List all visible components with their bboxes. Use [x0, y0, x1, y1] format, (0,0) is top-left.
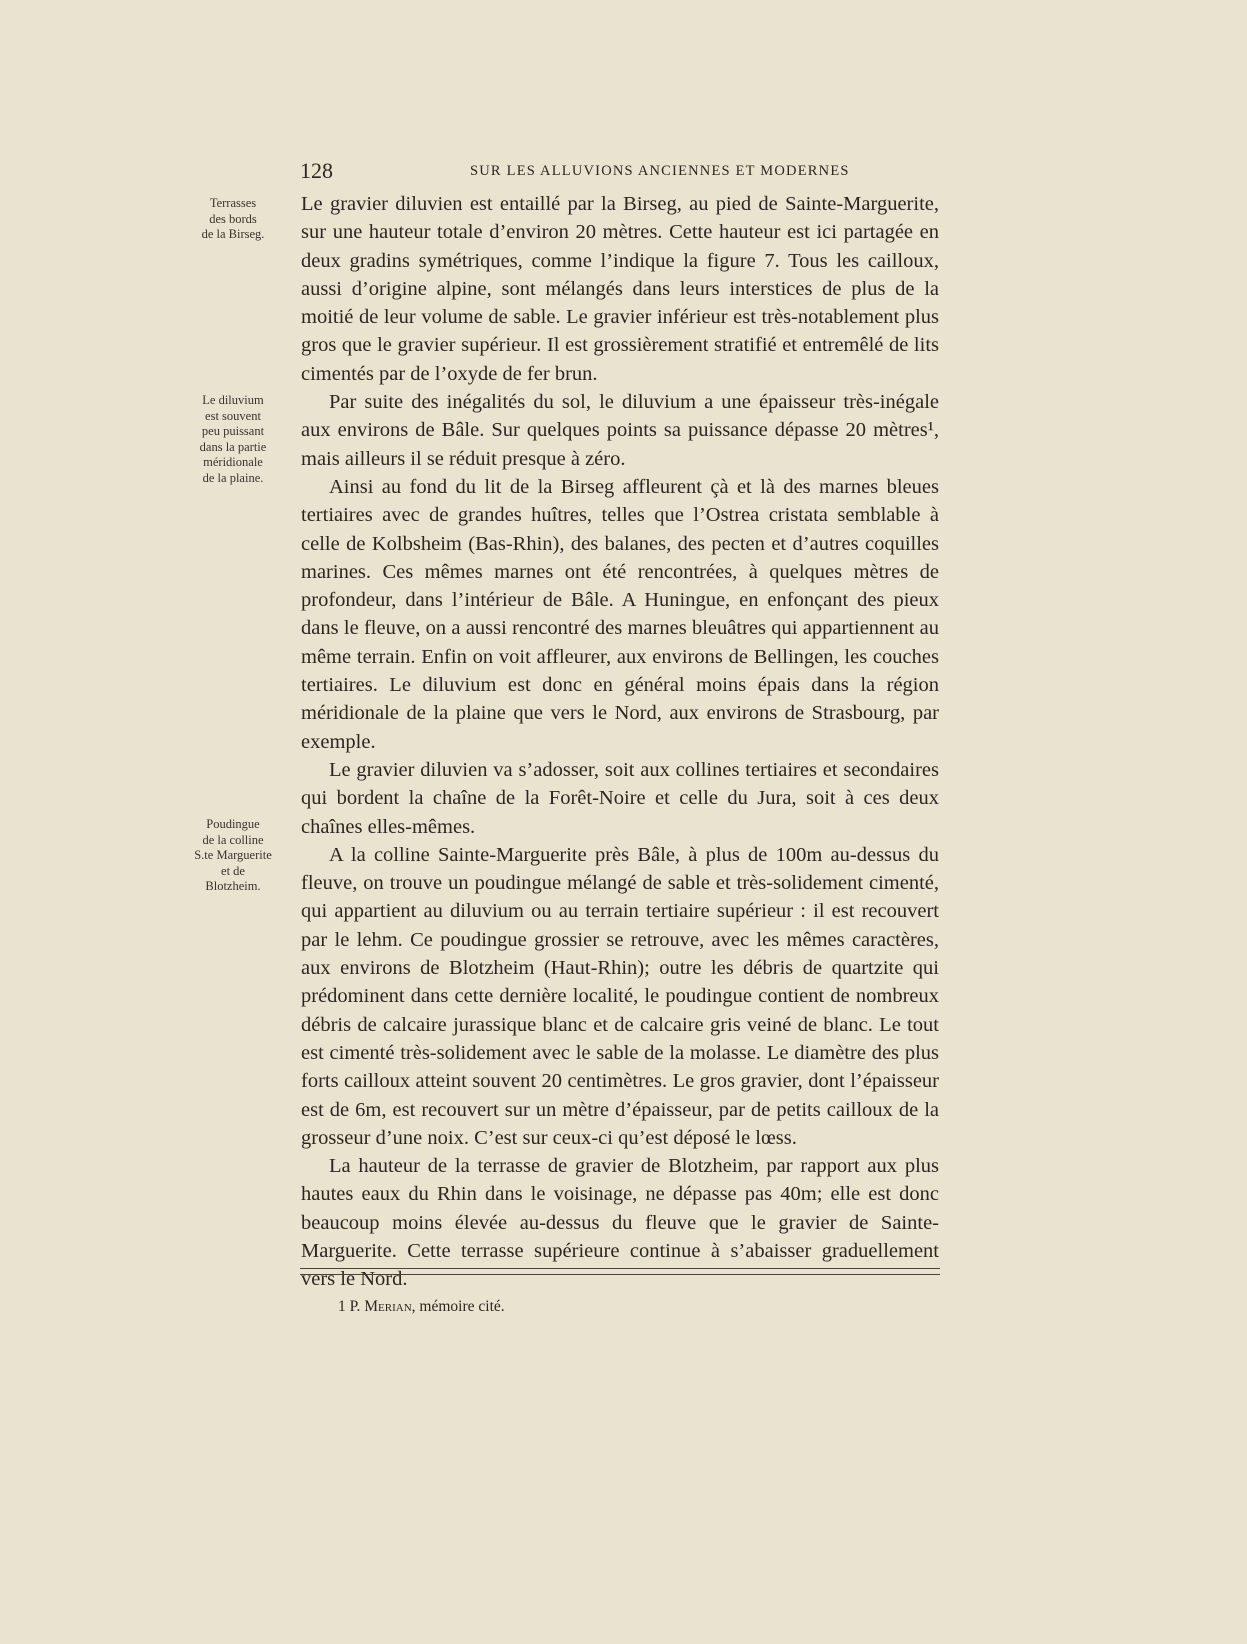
footnote: [338, 1298, 938, 1316]
margin-note-line: Blotzheim.: [205, 879, 261, 893]
margin-note-line: est souvent: [205, 408, 261, 423]
page-number: 128: [300, 158, 333, 183]
paragraph: Le gravier diluvien va s’adosser, soit aux collines tertiaires et secondaires qui bordent la chaîne de la Forêt-Noire et celle du Jura, soit à ces deux chaînes elles-mêmes.: [301, 758, 939, 838]
margin-note-line: de la Birseg.: [201, 227, 265, 241]
footnote-author: P. Merian: [349, 1298, 412, 1315]
margin-note-poudingue: [188, 817, 278, 895]
footnote-rule-thin: [300, 1274, 940, 1275]
footnote-rule: [300, 1268, 940, 1269]
margin-note-line: dans la partie: [199, 439, 267, 454]
body-text: [301, 190, 939, 1294]
paragraph: Le gravier diluvien est entaillé par la Birseg, au pied de Sainte-Marguerite, sur une hauteur totale d’environ 20 mètres. Cette hauteur est ici partagée en deux gradins symétriques, comme l’indique la figure 7. Tous les cailloux, aussi d’origine alpine, sont mélangés dans leurs interstices de plus de la moitié de leur volume de sable. Le gravier inférieur est très-notablement plus gros que le gravier supérieur. Il est grossièrement stratifié et entremêlé de lits cimentés par de l’oxyde de fer brun.: [301, 193, 939, 385]
paragraph: Par suite des inégalités du sol, le diluvium a une épaisseur très-inégale aux environs de Bâle. Sur quelques points sa puissance dépasse 20 mètres¹, mais ailleurs il se réduit presque à zéro.: [301, 391, 939, 470]
margin-note-line: méridionale: [203, 455, 263, 469]
margin-note-line: et de: [221, 863, 245, 878]
margin-note-diluvium: [188, 393, 278, 486]
margin-note-line: de la plaine.: [202, 470, 264, 485]
margin-note-terrasses: [188, 196, 278, 243]
margin-note-line: S.te Marguerite: [194, 848, 272, 862]
paragraph: A la colline Sainte-Marguerite près Bâle, à plus de 100m au-dessus du fleuve, on trouve un poudingue mélangé de sable et très-solidement cimenté, qui appartient au diluvium ou au terrain tertiaire supérieur : il est recouvert par le lehm. Ce poudingue grossier se retrouve, avec les mêmes caractères, aux environs de Blotzheim (Haut-Rhin); outre les débris de quartzite qui prédominent dans cette dernière localité, le poudingue contient de nombreux débris de calcaire jurassique blanc et de calcaire gris veiné de blanc. Le tout est cimenté très-solidement avec le sable de la molasse. Le diamètre des plus forts cailloux atteint souvent 20 centimètres. Le gros gravier, dont l’épaisseur est de 6m, est recouvert sur un mètre d’épaisseur, par de petits cailloux de la grosseur d’une noix. C’est sur ceux-ci qu’est déposé le lœss.: [301, 843, 939, 1149]
margin-note-line: peu puissant: [201, 424, 265, 438]
footnote-number: 1: [338, 1298, 346, 1315]
margin-note-line: Le diluvium: [202, 393, 264, 407]
paragraph: Ainsi au fond du lit de la Birseg affleurent çà et là des marnes bleues tertiaires avec de grandes huîtres, telles que l’Ostrea cristata semblable à celle de Kolbsheim (Bas-Rhin), des balanes, des pecten et d’autres coquilles marines. Ces mêmes marnes ont été rencontrées, à quelques mètres de profondeur, dans l’intérieur de Bâle. A Huningue, en enfonçant des pieux dans le fleuve, on a aussi rencontré des marnes bleuâtres qui appartiennent au même terrain. Enfin on voit affleurer, aux environs de Bellingen, les couches tertiaires. Le diluvium est donc en général moins épais dans la région méridionale de la plaine que vers le Nord, aux environs de Strasbourg, par exemple.: [301, 475, 939, 753]
page-header: [300, 158, 940, 184]
running-title: SUR LES ALLUVIONS ANCIENNES ET MODERNES: [470, 163, 850, 179]
margin-note-line: des bords: [209, 211, 257, 226]
margin-note-line: Terrasses: [209, 196, 257, 210]
margin-note-line: Poudingue: [206, 817, 260, 831]
margin-note-line: de la colline: [202, 832, 264, 847]
paragraph: La hauteur de la terrasse de gravier de Blotzheim, par rapport aux plus hautes eaux du Rhin dans le voisinage, ne dépasse pas 40m; elle est donc beaucoup moins élevée au-dessus du fleuve que le gravier de Sainte-Marguerite. Cette terrasse supérieure continue à s’abaisser graduellement vers le Nord.: [301, 1155, 939, 1291]
footnote-text: , mémoire cité.: [411, 1298, 505, 1315]
